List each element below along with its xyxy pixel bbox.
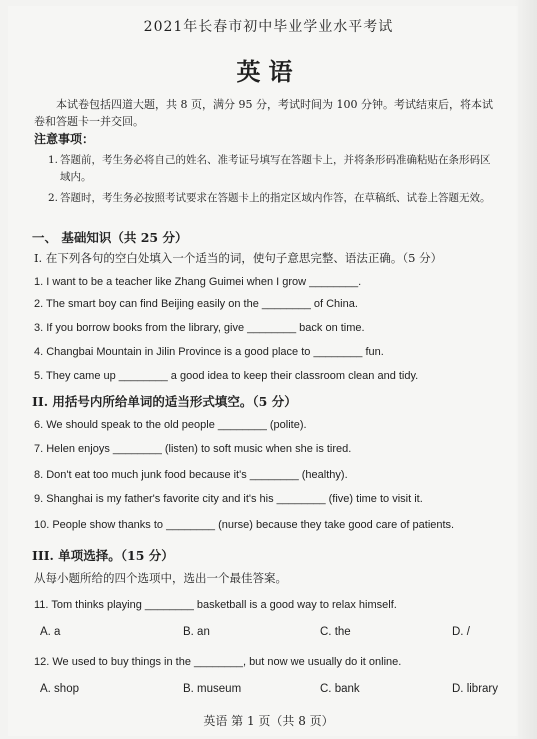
question-5: 5. They came up ________ a good idea to keep their classroom clean and tidy. [34,370,419,382]
notes-title: 注意事项： [34,132,95,146]
option-b: B. an [183,626,210,638]
note-text: 答题时，考生务必按照考试要求在答题卡上的指定区域内作答，在草稿纸、试卷上答题无效。 [60,192,491,204]
note-item-2 [48,190,500,207]
question-2: 2. The smart boy can find Beijing easily on the ________ of China. [34,298,358,310]
option-b: B. museum [183,683,242,695]
question-11: 11. Tom thinks playing ________ basketball is a good way to relax himself. [34,599,397,611]
question-12: 12. We used to buy things in the ________, but now we usually do it online. [34,656,402,668]
section-3-heading: III. 单项选择。（15 分） [32,548,174,563]
section-1-instruction: I. 在下列各句的空白处填入一个适当的词，使句子意思完整、语法正确。（5 分） [34,251,443,265]
option-c: C. bank [320,683,360,695]
option-c: C. the [320,626,351,638]
question-8: 8. Don't eat too much junk food because it's ________ (healthy). [34,469,348,481]
question-10: 10. People show thanks to ________ (nurse) because they take good care of patients. [34,519,455,531]
option-a: A. a [40,626,61,638]
question-9: 9. Shanghai is my father's favorite city and it's his ________ (five) time to visit it. [34,493,423,505]
note-item-1 [48,152,500,186]
page-edge-shadow [515,0,537,739]
note-text: 答题前，考生务必将自己的姓名、准考证号填写在答题卡上，并将条形码准确粘贴在条形码区域内。 [60,154,491,183]
question-1: 1. I want to be a teacher like Zhang Guimei when I grow ________. [34,276,362,288]
subject-title: 英语 [236,57,301,86]
note-number: 1. [48,154,59,166]
page-footer: 英语 第 1 页（共 8 页） [203,714,334,728]
exam-title: 2021年长春市初中毕业学业水平考试 [143,19,394,35]
question-6: 6. We should speak to the old people ________ (polite). [34,419,307,431]
exam-intro: 本试卷包括四道大题，共 8 页，满分 95 分，考试时间为 100 分钟。考试结束后，将本试卷和答题卡一并交回。 [34,98,493,128]
option-d: D. library [452,683,499,695]
part-heading: 一、 基础知识（共 25 分） [32,230,188,245]
note-number: 2. [48,192,59,204]
option-d: D. / [452,626,470,638]
question-3: 3. If you borrow books from the library, give ________ back on time. [34,322,365,334]
question-4: 4. Changbai Mountain in Jilin Province is a good place to ________ fun. [34,346,384,358]
question-7: 7. Helen enjoys ________ (listen) to soft music when she is tired. [34,443,352,455]
section-3-instruction: 从每小题所给的四个选项中，选出一个最佳答案。 [34,571,287,585]
section-2-instruction: II. 用括号内所给单词的适当形式填空。（5 分） [32,394,297,409]
option-a: A. shop [40,683,79,695]
